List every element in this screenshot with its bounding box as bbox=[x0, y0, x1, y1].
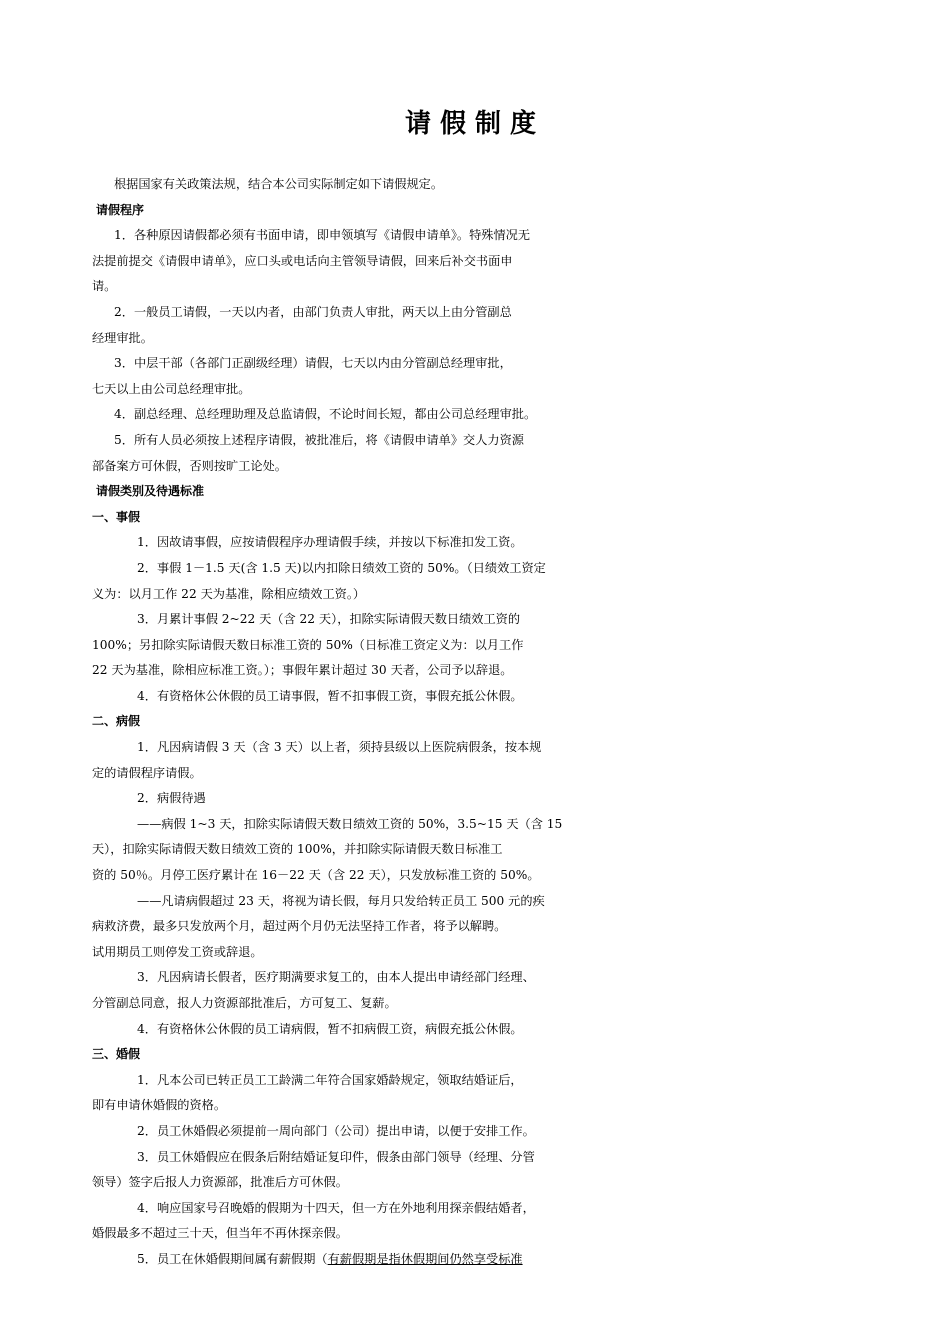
paragraph-line: 七天以上由公司总经理审批。 bbox=[92, 381, 251, 396]
paragraph-line: 天），扣除实际请假天数日绩效工资的 100%，并扣除实际请假天数日标准工 bbox=[92, 842, 503, 857]
paragraph-line bbox=[92, 1247, 867, 1273]
paragraph-line: 22 天为基准，除相应标准工资。）；事假年累计超过 30 天者，公司予以辞退。 bbox=[92, 663, 513, 678]
paragraph-line: 5．所有人员必须按上述程序请假，被批准后，将《请假申请单》交人力资源 bbox=[114, 432, 524, 447]
paragraph-line: 2．病假待遇 bbox=[137, 791, 206, 806]
paragraph-line: 1．因故请事假，应按请假程序办理请假手续，并按以下标准扣发工资。 bbox=[137, 535, 523, 550]
paragraph-line: 2．事假 1－1.5 天(含 1.5 天)以内扣除日绩效工资的 50%。（日绩效工资定 bbox=[137, 560, 546, 575]
page-title: 请假制度 bbox=[404, 109, 545, 139]
paragraph-line: 1．凡因病请假 3 天（含 3 天）以上者，须持县级以上医院病假条，按本规 bbox=[137, 740, 542, 755]
section-heading: 二、病假 bbox=[92, 714, 141, 729]
paragraph-line: 法提前提交《请假申请单》，应口头或电话向主管领导请假，回来后补交书面申 bbox=[92, 253, 513, 268]
paragraph-line: 4．有资格休公休假的员工请病假，暂不扣病假工资，病假充抵公休假。 bbox=[137, 1021, 523, 1036]
section-heading: 请假类别及待遇标准 bbox=[96, 484, 205, 499]
paragraph-line: 4．有资格休公休假的员工请事假，暂不扣事假工资，事假充抵公休假。 bbox=[137, 688, 523, 703]
paragraph-line: 婚假最多不超过三十天，但当年不再休探亲假。 bbox=[92, 1226, 348, 1241]
paragraph-line: 根据国家有关政策法规，结合本公司实际制定如下请假规定。 bbox=[114, 177, 444, 191]
paragraph-line: 3．月累计事假 2~22 天（含 22 天），扣除实际请假天数日绩效工资的 bbox=[137, 612, 521, 627]
underlined-text: 有薪假期是指休假期间仍然享受标准 bbox=[327, 1251, 523, 1266]
paragraph-line: ——病假 1~3 天，扣除实际请假天数日绩效工资的 50%，3.5~15 天（含 15 bbox=[137, 816, 563, 831]
paragraph-line: 2．员工休婚假必须提前一周向部门（公司）提出申请，以便于安排工作。 bbox=[137, 1123, 535, 1138]
paragraph-line: 领导）签字后报人力资源部，批准后方可休假。 bbox=[92, 1175, 348, 1190]
section-heading: 三、婚假 bbox=[92, 1047, 141, 1062]
section-heading: 请假程序 bbox=[96, 202, 145, 217]
section-heading: 一、事假 bbox=[92, 509, 141, 524]
paragraph-line: 分管副总同意，报人力资源部批准后，方可复工、复薪。 bbox=[92, 996, 397, 1010]
paragraph-line: ——凡请病假超过 23 天，将视为请长假，每月只发给转正员工 500 元的疾 bbox=[137, 893, 545, 908]
paragraph-line: 即有申请休婚假的资格。 bbox=[92, 1098, 227, 1113]
paragraph-line: 1．各种原因请假都必须有书面申请，即申领填写《请假申请单》。特殊情况无 bbox=[114, 228, 531, 243]
document-body bbox=[92, 172, 867, 1273]
paragraph-line: 3．中层干部（各部门正副级经理）请假，七天以内由分管副总经理审批， bbox=[114, 356, 512, 371]
paragraph-line: 试用期员工则停发工资或辞退。 bbox=[92, 944, 263, 959]
paragraph-line: 4．响应国家号召晚婚的假期为十四天，但一方在外地利用探亲假结婚者， bbox=[137, 1200, 535, 1215]
paragraph-line: 3．凡因病请长假者，医疗期满要求复工的，由本人提出申请经部门经理、 bbox=[137, 970, 535, 985]
paragraph-line: 经理审批。 bbox=[92, 330, 153, 345]
paragraph-line: 1．凡本公司已转正员工工龄满二年符合国家婚龄规定，领取结婚证后， bbox=[137, 1072, 523, 1087]
paragraph-line: 资的 50％。月停工医疗累计在 16－22 天（含 22 天），只发放标准工资的 50%。 bbox=[92, 868, 540, 883]
paragraph-line: 100%；另扣除实际请假天数日标准工资的 50%（日标准工资定义为：以月工作 bbox=[92, 637, 524, 652]
paragraph-line: 部备案方可休假，否则按旷工论处。 bbox=[92, 458, 287, 473]
paragraph-line: 4．副总经理、总经理助理及总监请假，不论时间长短，都由公司总经理审批。 bbox=[114, 407, 537, 422]
paragraph-line: 病救济费，最多只发放两个月，超过两个月仍无法坚持工作者，将予以解聘。 bbox=[92, 919, 507, 934]
paragraph-line: 请。 bbox=[92, 279, 117, 294]
paragraph-line: 定的请假程序请假。 bbox=[92, 765, 202, 780]
paragraph-line: 义为：以月工作 22 天为基准，除相应绩效工资。） bbox=[92, 586, 366, 601]
paragraph-line: 3．员工休婚假应在假条后附结婚证复印件，假条由部门领导（经理、分管 bbox=[137, 1149, 535, 1164]
line-text: 5．员工在休婚假期间属有薪假期（ bbox=[137, 1251, 328, 1266]
paragraph-line: 2．一般员工请假，一天以内者，由部门负责人审批，两天以上由分管副总 bbox=[114, 304, 512, 319]
